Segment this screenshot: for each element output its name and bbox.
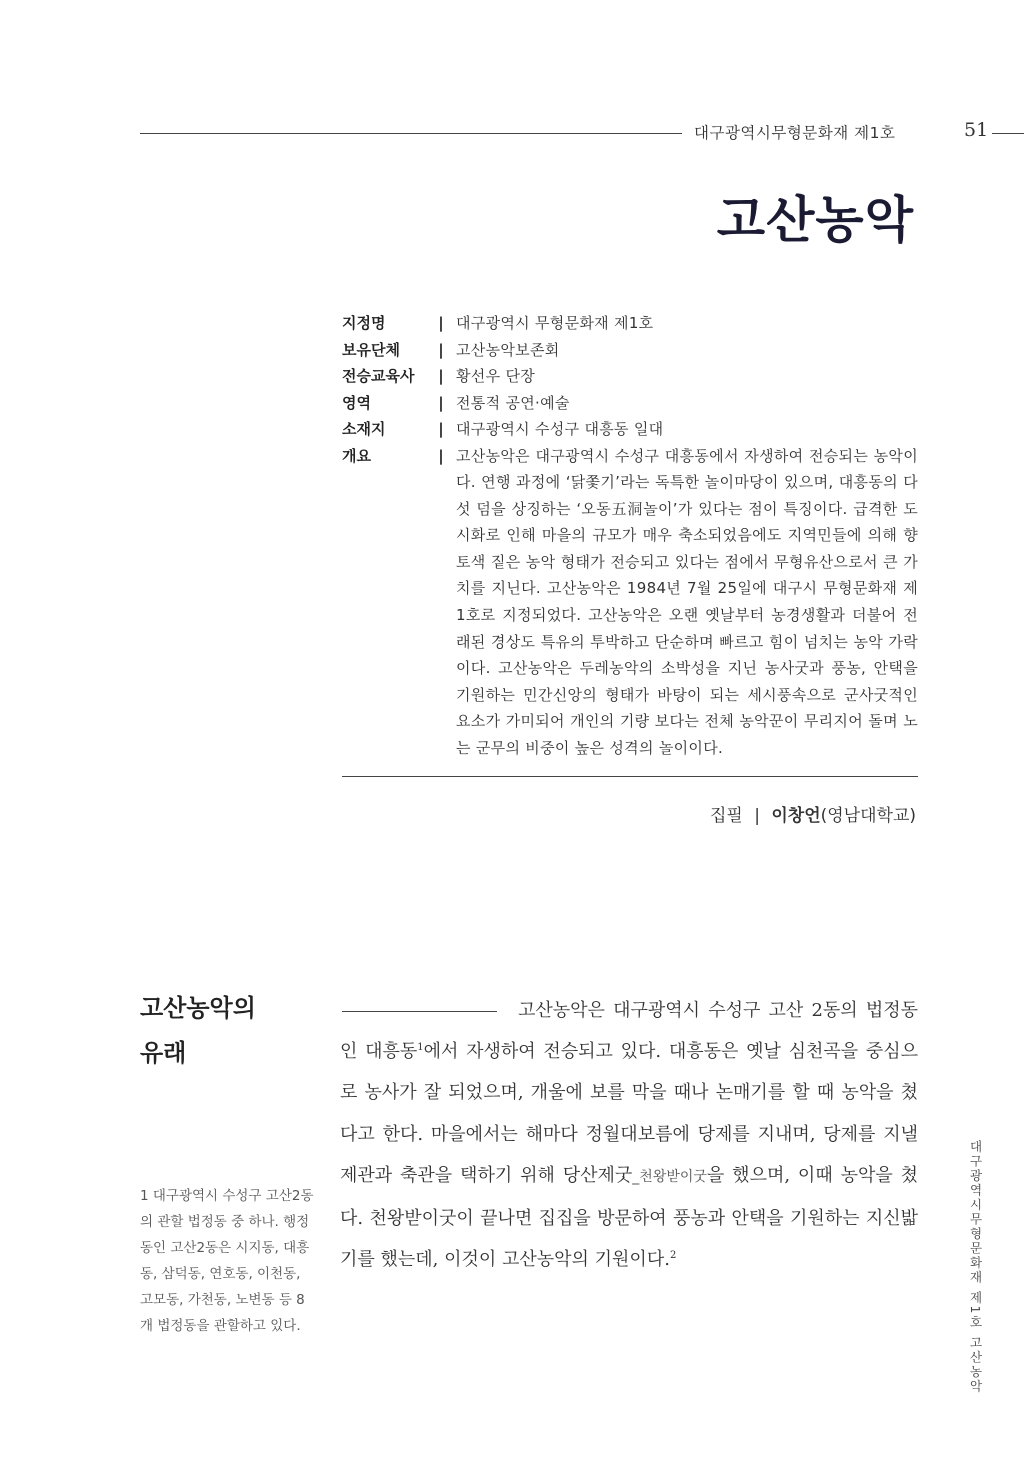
author-credit	[710, 801, 916, 826]
author-label: 집필	[709, 806, 743, 826]
info-value: 대구광역시 무형문화재 제1호	[456, 314, 654, 332]
body-text-part2: 에서 자생하여 전승되고 있다. 대흥동은 옛날 심천곡을 중심으로 농사가 잘 되었으며, 개울에 보를 막을 때나 논매기를 할 때 농악을 쳤다고 한다. 마을에서는 해마다 정월대보름에 당제를 지내며, 당제를 지낼 제관과 축관을 택하기 위해 당산제굿	[340, 1041, 918, 1186]
section-title-line1: 고산농악의	[140, 993, 256, 1022]
info-label: 전승교육사	[342, 367, 415, 385]
running-header-title: 대구광역시무형문화재 제1호	[694, 124, 896, 142]
info-label: 소재지	[342, 420, 386, 438]
footnote-ref-2: 2	[669, 1250, 677, 1262]
info-value: 고산농악보존회	[456, 340, 560, 359]
info-table	[342, 310, 918, 762]
info-separator: |	[438, 314, 444, 332]
page-number: 51	[964, 119, 989, 141]
info-value: 대구광역시 수성구 대흥동 일대	[456, 420, 664, 438]
info-label: 개요	[342, 446, 371, 465]
info-value: 황선우 단장	[456, 367, 536, 385]
info-separator: |	[438, 340, 444, 359]
header-rule-right	[992, 133, 1024, 134]
info-label: 영역	[342, 393, 371, 412]
info-separator: |	[438, 446, 444, 465]
info-separator: |	[438, 367, 444, 385]
section-title	[140, 985, 310, 1075]
body-text-part3: 을 했으며, 이때 농악을 쳤다. 천왕받이굿이 끝나면 집집을 방문하여 풍농과 안택을 기원하는 지신밟기를 했는데, 이것이 고산농악의 기원이다.	[340, 1164, 918, 1271]
footnote-ref-1: 1	[417, 1042, 424, 1054]
page-title: 고산농악	[716, 190, 914, 249]
info-value-summary: 고산농악은 대구광역시 수성구 대흥동에서 자생하여 전승되는 농악이다. 연행 과정에 ‘닭쫓기’라는 독특한 놀이마당이 있으며, 대흥동의 다섯 덤을 상징하는 ‘오동五洞놀이’가 있다는 점이 특징이다. 급격한 도시화로 인해 마을의 규모가 매우 축소되었음에도 지역민들에 의해 향토색 짙은 농악 형태가 전승되고 있다는 점에서 무형유산으로서 큰 가치를 지닌다. 고산농악은 1984년 7월 25일에 대구시 무형문화재 제1호로 지정되었다. 고산농악은 오랜 옛날부터 농경생활과 더불어 전래된 경상도 특유의 투박하고 단순하며 빠르고 힘이 넘치는 농악 가락이다. 고산농악은 두레농악의 소박성을 지닌 농사굿과 풍농, 안택을 기원하는 민간신앙의 형태가 바탕이 되는 세시풍속으로 군사굿적인 요소가 가미되어 개인의 기량 보다는 전체 농악꾼이 무리지어 돌며 노는 군무의 비중이 높은 성격의 놀이이다.	[456, 446, 918, 758]
body-text-part1: 고산농악은 대구광역시 수성구 고산 2동의 법정동인 대흥동	[340, 1000, 918, 1063]
info-row-designation	[342, 310, 918, 337]
info-label: 지정명	[342, 314, 386, 332]
info-separator: |	[438, 420, 444, 438]
body-inline-note: _천왕받이굿	[632, 1168, 707, 1185]
section-title-line2: 유래	[140, 1038, 187, 1067]
info-separator: |	[438, 393, 444, 412]
info-row-summary	[342, 443, 918, 762]
info-label: 보유단체	[342, 340, 400, 359]
body-paragraph	[340, 990, 918, 1280]
footnote: 1 대구광역시 수성구 고산2동의 관할 법정동 중 하나. 행정동인 고산2동은 시지동, 대흥동, 삼덕동, 연호동, 이천동, 고모동, 가천동, 노변동 등 8개 법정동을 관할하고 있다.	[140, 1188, 314, 1334]
info-value: 전통적 공연·예술	[456, 393, 570, 412]
info-row-holder	[342, 337, 918, 364]
author-separator: |	[754, 806, 760, 826]
info-row-location	[342, 416, 918, 443]
header-rule-left	[140, 133, 682, 134]
info-bottom-rule	[342, 776, 918, 777]
side-running-title: 대구광역시무형문화재 제1호 고산농악	[968, 1140, 983, 1394]
info-row-field	[342, 390, 918, 417]
author-affiliation: (영남대학교)	[820, 806, 916, 826]
author-name: 이창언	[771, 806, 821, 826]
info-row-instructor	[342, 363, 918, 390]
